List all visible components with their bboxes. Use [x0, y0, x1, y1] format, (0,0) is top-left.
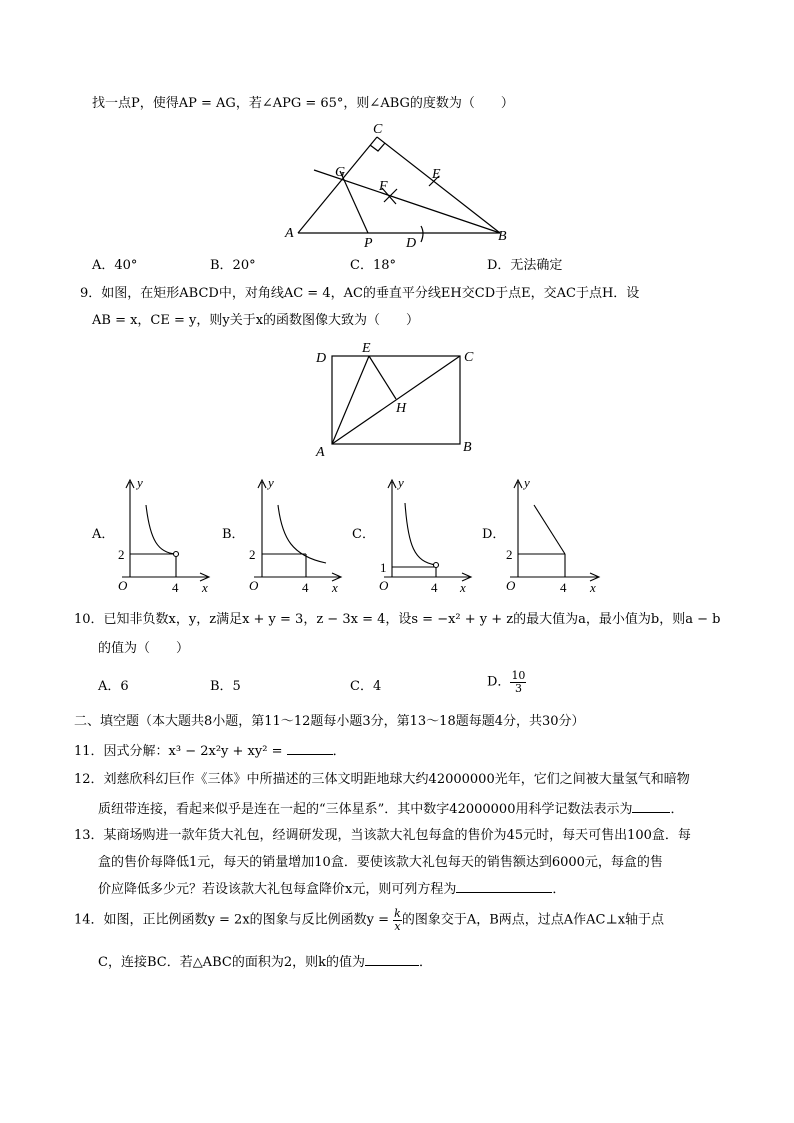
q12-end: ．: [670, 802, 684, 817]
q8-option-d: D．无法确定: [487, 258, 563, 273]
label-2: 2: [506, 547, 513, 562]
q12-answer-blank[interactable]: [632, 800, 670, 813]
q10-option-c: C．4: [350, 679, 382, 694]
q12-line2: 质纽带连接，看起来似乎是连在一起的“三体星系”．其中数字42000000用科学记数法表示为: [98, 802, 633, 817]
q8-text: 找一点P，使得AP = AG，若∠APG = 65°，则∠ABG的度数为（ ）: [92, 96, 514, 111]
label-a: A: [316, 445, 325, 460]
label-4: 4: [431, 580, 438, 595]
q10-option-a: A．6: [98, 679, 129, 694]
segment-gp: [340, 171, 368, 233]
curve: [146, 505, 176, 554]
q13-end: ．: [552, 882, 566, 897]
segment-eh: [369, 356, 396, 399]
label-c: C: [373, 122, 383, 137]
q14-part1: 14．如图，正比例函数y = 2x的图象与反比例函数y =: [74, 912, 394, 928]
q9-graph-label-d: D．: [482, 527, 506, 542]
q9-graph-label-b: B．: [222, 527, 245, 542]
arc-mark-d: [421, 226, 423, 242]
label-2: 2: [249, 547, 256, 562]
open-endpoint: [434, 563, 439, 568]
label-g: G: [335, 165, 346, 180]
label-d: D: [406, 236, 417, 250]
label-4: 4: [560, 580, 567, 595]
q14-line2: C，连接BC．若△ABC的面积为2，则k的值为: [98, 955, 365, 970]
label-b: B: [463, 440, 472, 455]
q12-line1: 12．刘慈欣科幻巨作《三体》中所描述的三体文明距地球大约42000000光年，它们之间被大量氢气和暗物: [74, 772, 690, 787]
label-a: A: [285, 226, 294, 241]
q9-line1: 9．如图，在矩形ABCD中，对角线AC = 4，AC的垂直平分线EH交CD于点E，交AC于点H．设: [80, 286, 640, 301]
label-y: y: [137, 475, 143, 490]
q9-graph-a: [112, 472, 222, 597]
diagonal-ac: [332, 356, 460, 444]
q14-answer-blank[interactable]: [365, 953, 419, 966]
label-e: E: [432, 167, 441, 182]
q8-option-a: A．40°: [92, 258, 138, 273]
label-c: C: [464, 350, 474, 365]
label-o: O: [379, 578, 389, 593]
label-x: x: [202, 580, 208, 595]
q8-option-c: C．18°: [350, 258, 396, 273]
fraction-numerator: 10: [511, 669, 526, 682]
curve: [405, 503, 436, 565]
q9-graph-c: [372, 472, 482, 597]
open-endpoint: [174, 552, 179, 557]
q9-graph-b: [242, 472, 352, 597]
q8-option-b: B．20°: [210, 258, 256, 273]
label-x: x: [590, 580, 596, 595]
q10-option-b: B．5: [210, 679, 241, 694]
q9-graph-label-a: A．: [92, 527, 115, 542]
q11-answer-blank[interactable]: [287, 742, 333, 755]
q13-line3: 价应降低多少元？若设该款大礼包每盒降价x元，则可列方程为: [98, 882, 457, 897]
label-h: H: [396, 401, 407, 416]
fraction-denominator: x: [394, 920, 401, 933]
q10-line2: 的值为（ ）: [98, 641, 190, 656]
q10-option-d: [487, 670, 526, 695]
label-b: B: [498, 229, 507, 244]
label-d: D: [316, 351, 327, 366]
q10-option-d-fraction: [510, 670, 526, 695]
label-f: F: [379, 179, 388, 194]
q9-line2: AB = x，CE = y，则y关于x的函数图像大致为（ ）: [92, 313, 420, 328]
section-title: 二、填空题（本大题共8小题，第11～12题每小题3分，第13～18题每题4分，共30分）: [74, 714, 585, 729]
q14-line2-wrap: [98, 953, 432, 971]
label-x: x: [460, 580, 466, 595]
q14-fraction: [393, 908, 402, 933]
label-y: y: [398, 475, 404, 490]
segment-ac: [298, 137, 377, 233]
label-o: O: [118, 578, 128, 593]
label-y: y: [524, 475, 530, 490]
q14-line1: [74, 908, 664, 933]
fraction-denominator: 3: [514, 682, 522, 695]
line-descending: [534, 505, 565, 554]
q9-graph-d: [500, 472, 610, 597]
q11-end: ．: [332, 744, 346, 759]
q8-triangle-figure: [280, 118, 520, 250]
q13-line1: 13．某商场购进一款年货大礼包，经调研发现，当该款大礼包每盒的售价为45元时，每天可售出100盒．每: [74, 828, 691, 843]
label-o: O: [249, 578, 259, 593]
label-p: P: [364, 236, 373, 250]
label-e: E: [362, 341, 371, 356]
q14-end: ．: [418, 955, 432, 970]
segment-cb: [377, 137, 500, 233]
q9-rectangle-figure: [310, 338, 490, 460]
q9-graph-label-c: C．: [352, 527, 375, 542]
label-o: O: [506, 578, 516, 593]
right-angle-mark: [370, 143, 385, 151]
label-4: 4: [172, 580, 179, 595]
q10-option-d-prefix: D．: [487, 674, 511, 690]
q11-text: 11．因式分解：x³ − 2x²y + xy² =: [74, 744, 287, 759]
label-y: y: [268, 475, 274, 490]
q13-answer-blank[interactable]: [456, 880, 552, 893]
q13-line2: 盒的售价每降低1元，每天的销量增加10盒．要使该款大礼包每天的销售额达到6000元，每盒的售: [98, 855, 663, 870]
label-2: 2: [118, 547, 125, 562]
q13-line3-wrap: [98, 880, 565, 898]
label-4: 4: [302, 580, 309, 595]
label-1: 1: [380, 560, 387, 575]
q10-line1: 10．已知非负数x，y，z满足x + y = 3，z − 3x = 4，设s = −x² + y + z的最大值为a，最小值为b，则a − b: [74, 612, 721, 627]
q12-line2-wrap: [98, 800, 683, 818]
fraction-numerator: k: [394, 907, 401, 920]
label-x: x: [332, 580, 338, 595]
q14-part2: 的图象交于A，B两点，过点A作AC⊥x轴于点: [401, 912, 665, 928]
q11-line: [74, 742, 346, 760]
